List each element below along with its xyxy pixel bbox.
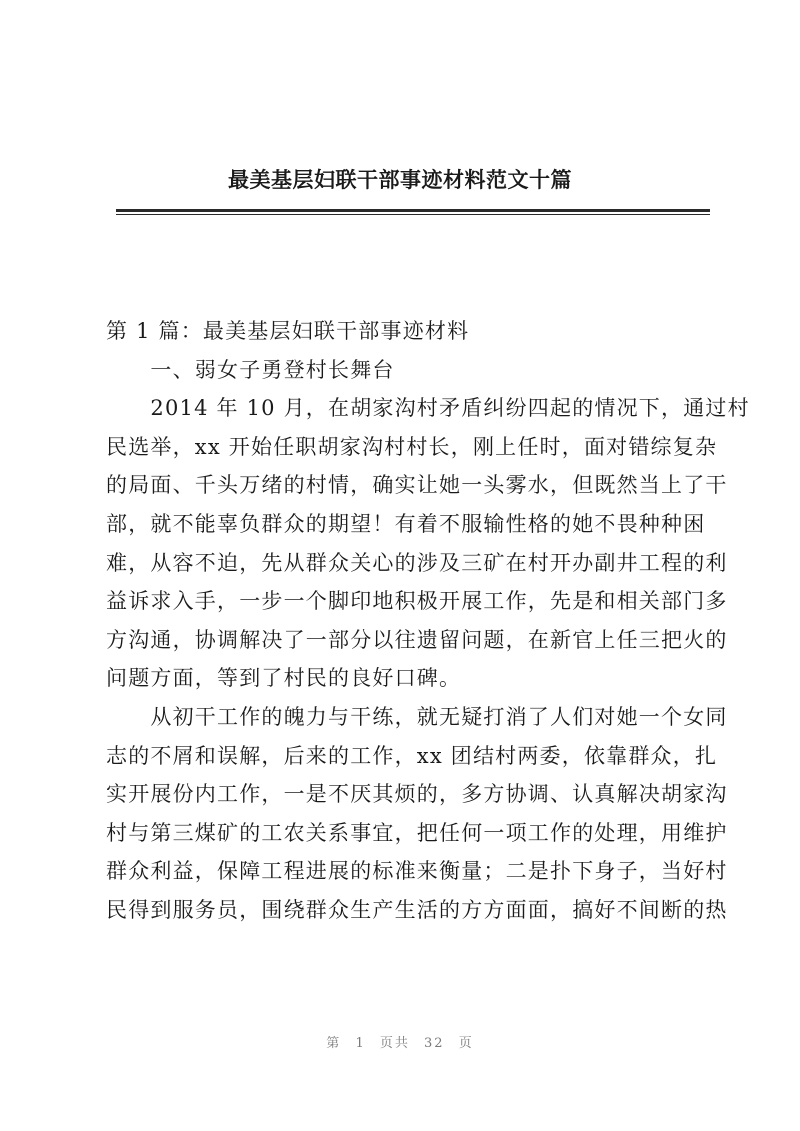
paragraph-line: 2014 年 10 月，在胡家沟村矛盾纠纷四起的情况下，通过村 bbox=[106, 396, 750, 421]
chapter-heading: 第 1 篇：最美基层妇联干部事迹材料 bbox=[106, 319, 470, 343]
footer-total-pages: 32 bbox=[424, 1036, 445, 1051]
paragraph-line: 村与第三煤矿的工农关系事宜，把任何一项工作的处理，用维护 bbox=[106, 820, 728, 845]
paragraph-line: 实开展份内工作，一是不厌其烦的，多方协调、认真解决胡家沟 bbox=[106, 782, 728, 807]
paragraph-line: 方沟通，协调解决了一部分以往遗留问题，在新官上任三把火的 bbox=[106, 627, 728, 652]
paragraph-line: 的局面、千头万绪的村情，确实让她一头雾水，但既然当上了干 bbox=[106, 473, 728, 498]
paragraph-line: 部，就不能辜负群众的期望！有着不服输性格的她不畏种种困 bbox=[106, 511, 706, 536]
document-title: 最美基层妇联干部事迹材料范文十篇 bbox=[228, 167, 572, 192]
footer-suffix: 页 bbox=[458, 1036, 474, 1051]
paragraph-line: 群众利益，保障工程进展的标准来衡量；二是扑下身子，当好村 bbox=[106, 859, 728, 884]
paragraph-line: 问题方面，等到了村民的良好口碑。 bbox=[106, 666, 462, 691]
paragraph-line: 志的不屑和误解，后来的工作，xx 团结村两委，依靠群众，扎 bbox=[106, 743, 718, 768]
title-rule-thin bbox=[116, 214, 710, 215]
section-heading: 一、弱女子勇登村长舞台 bbox=[106, 357, 395, 382]
paragraph-line: 难，从容不迫，先从群众关心的涉及三矿在村开办副井工程的利 bbox=[106, 550, 728, 575]
paragraph-line: 民得到服务员，围绕群众生产生活的方方面面，搞好不间断的热 bbox=[106, 897, 728, 922]
page-footer bbox=[0, 1032, 800, 1051]
paragraph-line: 民选举，xx 开始任职胡家沟村村长，刚上任时，面对错综复杂 bbox=[106, 434, 718, 459]
title-rule bbox=[116, 209, 710, 212]
footer-middle: 页共 bbox=[379, 1036, 410, 1051]
paragraph-line: 从初干工作的魄力与干练，就无疑打消了人们对她一个女同 bbox=[106, 704, 728, 729]
footer-prefix: 第 bbox=[326, 1036, 342, 1051]
paragraph-line: 益诉求入手，一步一个脚印地积极开展工作，先是和相关部门多 bbox=[106, 589, 728, 614]
document-body bbox=[106, 312, 750, 930]
footer-page-number: 1 bbox=[355, 1036, 366, 1051]
